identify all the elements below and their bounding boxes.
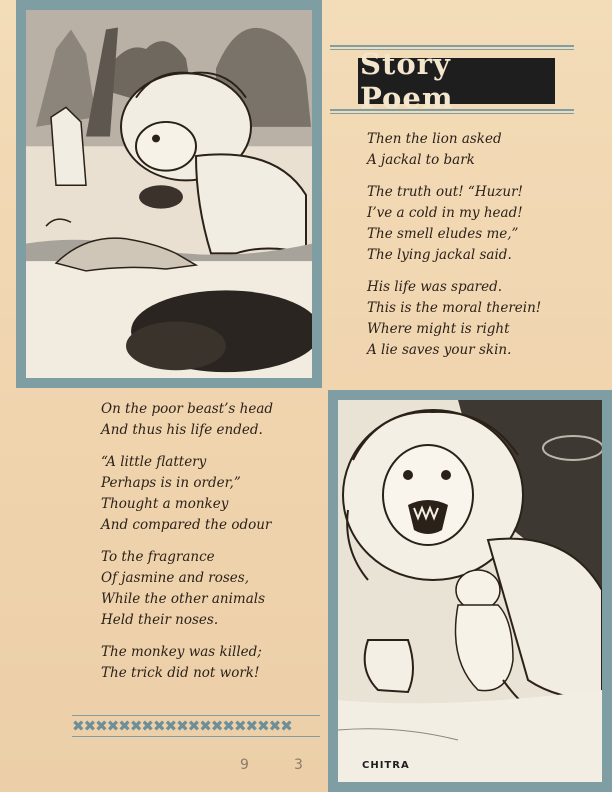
lion-animals-drawing: [26, 10, 312, 378]
illustrator-signature: CHITRA: [362, 760, 410, 771]
roaring-lion-drawing: [338, 400, 602, 782]
poem-line: The smell eludes me,”: [367, 226, 519, 242]
poem-line: Thought a monkey: [101, 496, 229, 512]
poem-line: On the poor beast’s head: [101, 401, 274, 417]
title-rule-bottom-thin: [330, 113, 574, 114]
poem-line: Of jasmine and roses,: [101, 570, 250, 586]
page-number-left: 9: [240, 757, 249, 773]
poem-line: The monkey was killed;: [101, 644, 262, 660]
poem-right-column: [367, 129, 541, 372]
poem-line: And thus his life ended.: [101, 422, 263, 438]
poem-line: A lie saves your skin.: [367, 342, 512, 358]
poem-line: His life was spared.: [367, 279, 503, 295]
title-rule-bottom: [330, 109, 574, 111]
stanza: [101, 399, 273, 441]
poem-line: And compared the odour: [101, 517, 272, 533]
stanza: [367, 129, 541, 171]
page-title: Story Poem: [358, 58, 555, 104]
stanza: [367, 277, 541, 361]
illustration-roaring-lion: [328, 390, 612, 792]
poem-line: “A little flattery: [101, 454, 207, 470]
page-number-right: 3: [294, 757, 303, 773]
poem-line: The trick did not work!: [101, 665, 260, 681]
poem-line: I’ve a cold in my head!: [367, 205, 523, 221]
poem-line: Perhaps is in order,”: [101, 475, 241, 491]
decorative-border-strip: ✖✖✖✖✖✖✖✖✖✖✖✖✖✖✖✖✖✖✖: [72, 715, 320, 737]
illustration-lion-and-animals: [16, 0, 322, 388]
poem-line: To the fragrance: [101, 549, 215, 565]
poem-line: Where might is right: [367, 321, 510, 337]
poem-line: The lying jackal said.: [367, 247, 512, 263]
poem-line: Then the lion asked: [367, 131, 502, 147]
poem-line: The truth out! “Huzur!: [367, 184, 523, 200]
poem-line: While the other animals: [101, 591, 266, 607]
poem-left-column: [101, 399, 273, 695]
poem-line: Held their noses.: [101, 612, 219, 628]
stanza: [367, 182, 541, 266]
stanza: [101, 547, 273, 631]
stanza: [101, 452, 273, 536]
poem-line: A jackal to bark: [367, 152, 475, 168]
stanza: [101, 642, 273, 684]
poem-line: This is the moral therein!: [367, 300, 542, 316]
